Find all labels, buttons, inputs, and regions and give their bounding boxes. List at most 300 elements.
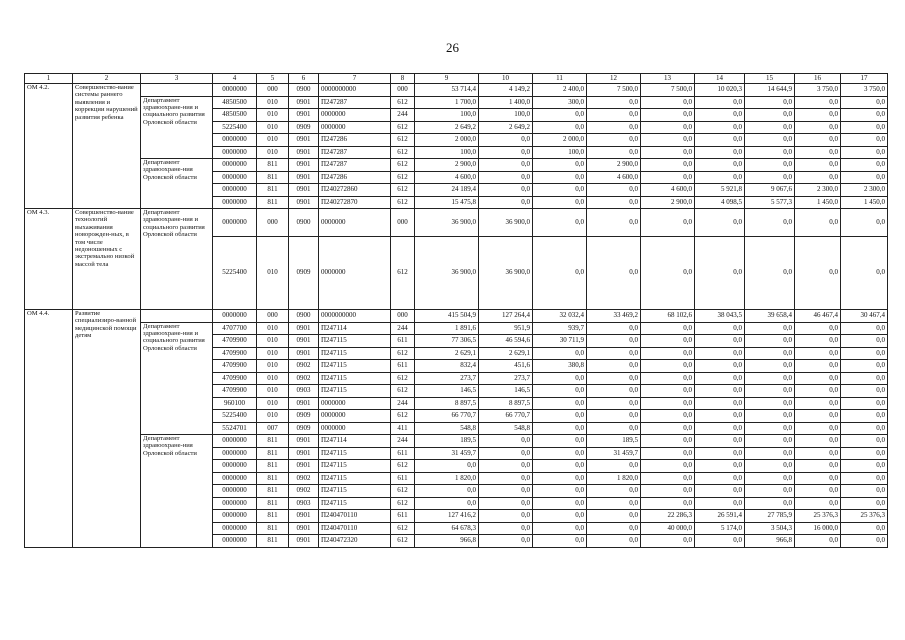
table-cell: 66 770,7 [479,410,533,423]
table-cell: 0901 [289,522,319,535]
table-cell: 811 [257,435,289,448]
table-cell: 0900 [289,209,319,237]
table-cell: 0,0 [533,535,587,548]
table-cell: 0,0 [745,385,795,398]
table-cell: 30 467,4 [841,310,888,323]
table-cell: 0,0 [641,237,695,310]
table-cell: 4709900 [213,360,257,373]
table-cell: 0,0 [841,347,888,360]
table-cell: 000 [391,209,415,237]
table-cell: П240272860 [319,184,391,197]
table-cell: 0,0 [641,447,695,460]
table-cell: 0901 [289,184,319,197]
table-cell: 0,0 [745,472,795,485]
table-cell: 0,0 [641,497,695,510]
table-cell: 0901 [289,447,319,460]
table-cell: 0,0 [533,447,587,460]
table-cell: 0,0 [795,397,841,410]
table-cell: 0,0 [587,335,641,348]
table-cell: 0,0 [745,171,795,184]
table-cell: 0,0 [587,485,641,498]
table-cell: 811 [257,196,289,209]
table-cell: 0,0 [587,237,641,310]
department-cell: Департамент здравоохране-ния и социального развития Орловской области [141,209,213,310]
table-cell: 0,0 [533,472,587,485]
table-cell: 811 [257,522,289,535]
table-cell: 811 [257,171,289,184]
table-cell: 0,0 [587,322,641,335]
table-cell: 0,0 [795,460,841,473]
table-cell: 0000000 [213,460,257,473]
table-cell: 0,0 [587,510,641,523]
table-cell: 0,0 [533,372,587,385]
table-cell: 0903 [289,497,319,510]
table-cell: 0000000 [319,422,391,435]
table-cell: 0,0 [479,171,533,184]
table-cell: 0,0 [745,422,795,435]
table-cell: 0,0 [795,96,841,109]
table-cell: 68 102,6 [641,310,695,323]
table-cell: 0,0 [533,237,587,310]
header-cell: 17 [841,74,888,84]
table-cell: 0,0 [533,435,587,448]
table-cell: 0,0 [533,196,587,209]
table-cell: 0,0 [795,134,841,147]
table-cell: П240272870 [319,196,391,209]
table-cell: 0,0 [841,460,888,473]
table-cell: 612 [391,134,415,147]
table-cell: 0,0 [795,435,841,448]
table-cell: 966,8 [745,535,795,548]
table-cell: 0901 [289,96,319,109]
table-cell: 0,0 [841,485,888,498]
table-cell: 4709900 [213,385,257,398]
table-cell: 2 629,1 [415,347,479,360]
header-cell: 8 [391,74,415,84]
table-cell: 0,0 [841,360,888,373]
table-cell: 0901 [289,322,319,335]
table-cell: 0000000 [213,472,257,485]
table-cell: 31 459,7 [415,447,479,460]
table-cell: 4707700 [213,322,257,335]
table-cell: 4850500 [213,96,257,109]
table-cell: П240472320 [319,535,391,548]
table-cell: 0,0 [695,347,745,360]
table-cell: 0,0 [841,237,888,310]
table-cell: 010 [257,96,289,109]
table-cell: 0,0 [745,121,795,134]
table-cell: 010 [257,121,289,134]
table-cell: 0,0 [695,372,745,385]
table-cell: 0,0 [841,435,888,448]
table-cell: 0,0 [533,121,587,134]
table-cell: 0,0 [587,422,641,435]
table-cell: 548,8 [415,422,479,435]
table-cell: 0000000 [319,209,391,237]
table-cell: 0909 [289,422,319,435]
table-cell: 4 600,0 [587,171,641,184]
table-cell: П247115 [319,497,391,510]
table-cell: 3 504,3 [745,522,795,535]
table-cell: 2 300,0 [795,184,841,197]
table-cell: 960100 [213,397,257,410]
table-cell: 0,0 [795,347,841,360]
table-cell: 0,0 [641,372,695,385]
table-cell: 010 [257,385,289,398]
table-cell: П247286 [319,171,391,184]
table-cell: 100,0 [479,109,533,122]
table-cell: 0,0 [587,109,641,122]
section-id: ОМ 4.3. [25,209,73,310]
header-cell: 13 [641,74,695,84]
table-cell: 612 [391,159,415,172]
table-cell: 1 820,0 [415,472,479,485]
table-cell: 7 500,0 [587,84,641,97]
table-cell: 0,0 [841,121,888,134]
table-cell: 0,0 [695,422,745,435]
table-cell: 0,0 [479,146,533,159]
table-cell: 0000000 [213,435,257,448]
table-cell: 0,0 [479,510,533,523]
header-cell: 4 [213,74,257,84]
table-cell: 40 000,0 [641,522,695,535]
budget-table [24,73,888,548]
table-cell: 66 770,7 [415,410,479,423]
table-cell: 612 [391,460,415,473]
table-cell: 0,0 [641,435,695,448]
table-cell: 0,0 [587,121,641,134]
table-cell: 951,9 [479,322,533,335]
table-cell: 612 [391,372,415,385]
table-cell: 100,0 [415,146,479,159]
table-cell: 0,0 [641,146,695,159]
table-cell: 0000000 [213,171,257,184]
table-cell: 0,0 [587,397,641,410]
table-cell: 0,0 [695,360,745,373]
table-cell: 0,0 [533,460,587,473]
table-cell: 612 [391,171,415,184]
table-cell: 0,0 [795,121,841,134]
table-cell: 0,0 [533,510,587,523]
table-cell: 0000000 [213,510,257,523]
table-cell: 0,0 [641,460,695,473]
table-cell: 0,0 [479,460,533,473]
table-cell: 0903 [289,385,319,398]
table-cell: 0901 [289,435,319,448]
table-cell: П247115 [319,372,391,385]
table-cell: 0,0 [695,209,745,237]
table-cell: 0,0 [745,397,795,410]
table-cell: 0000000 [213,184,257,197]
table-cell: 010 [257,109,289,122]
table-cell: 2 300,0 [841,184,888,197]
table-cell: 5225400 [213,237,257,310]
table-cell: 189,5 [587,435,641,448]
table-cell: 0,0 [841,472,888,485]
table-cell: 0,0 [479,184,533,197]
table-cell: 0,0 [695,485,745,498]
table-cell: 0,0 [479,159,533,172]
table-cell: 0,0 [479,447,533,460]
table-cell: 612 [391,385,415,398]
table-cell: 0,0 [841,146,888,159]
table-cell: 0,0 [795,410,841,423]
table-cell: 2 400,0 [533,84,587,97]
table-cell: 0000000 [213,84,257,97]
table-cell: П247115 [319,360,391,373]
table-cell: 612 [391,96,415,109]
table-cell: 611 [391,360,415,373]
header-cell: 15 [745,74,795,84]
table-cell: 0,0 [479,497,533,510]
table-cell: П247115 [319,335,391,348]
table-cell: 612 [391,535,415,548]
table-cell: 0,0 [695,96,745,109]
table-cell: П247115 [319,447,391,460]
table-cell: 0,0 [479,435,533,448]
table-cell: 2 900,0 [415,159,479,172]
table-cell: 0,0 [587,196,641,209]
department-cell: Департамент здравоохране-ния и социального развития Орловской области [141,96,213,159]
table-cell: 0,0 [641,472,695,485]
table-cell: 0,0 [641,109,695,122]
table-cell: 010 [257,237,289,310]
table-cell: 0902 [289,485,319,498]
table-cell: 0,0 [841,372,888,385]
header-cell: 6 [289,74,319,84]
table-cell: 0,0 [695,109,745,122]
table-cell: П247287 [319,159,391,172]
table-cell: 611 [391,335,415,348]
table-cell: 0000000 [319,410,391,423]
table-cell: 0,0 [695,121,745,134]
table-cell: 0,0 [641,335,695,348]
table-cell: 0,0 [533,109,587,122]
table-cell: 0,0 [695,410,745,423]
table-row-total [25,209,888,237]
table-cell: 36 900,0 [415,237,479,310]
table-cell: 811 [257,159,289,172]
table-cell: 46 467,4 [795,310,841,323]
table-cell: 1 820,0 [587,472,641,485]
table-cell: 0000000 [213,196,257,209]
table-cell: 0,0 [745,485,795,498]
table-row [25,159,888,172]
table-cell: 0,0 [533,410,587,423]
table-cell: 0,0 [745,209,795,237]
table-cell: 0901 [289,510,319,523]
header-row [25,74,888,84]
table-cell: 0,0 [587,522,641,535]
table-cell: 000 [391,84,415,97]
table-cell: 612 [391,237,415,310]
section-id: ОМ 4.2. [25,84,73,209]
table-cell: 0,0 [587,347,641,360]
table-cell: 146,5 [479,385,533,398]
table-cell: 127 264,4 [479,310,533,323]
table-cell: 0,0 [533,159,587,172]
table-cell: 0,0 [841,422,888,435]
table-row [25,96,888,109]
table-cell: 39 658,4 [745,310,795,323]
table-cell: 0,0 [695,322,745,335]
table-cell: 0,0 [587,385,641,398]
table-cell: 000 [257,310,289,323]
table-cell: 0,0 [841,335,888,348]
table-cell: 2 649,2 [415,121,479,134]
table-cell: 415 504,9 [415,310,479,323]
table-cell: 36 900,0 [479,209,533,237]
table-cell: 010 [257,322,289,335]
header-cell: 10 [479,74,533,84]
table-cell: 000 [391,310,415,323]
table-cell: 0,0 [533,385,587,398]
table-cell: 0909 [289,121,319,134]
table-cell: 380,8 [533,360,587,373]
table-cell: 0901 [289,335,319,348]
table-cell: 0,0 [745,159,795,172]
table-cell: 0,0 [695,335,745,348]
table-cell: 612 [391,347,415,360]
table-cell: 0,0 [587,134,641,147]
table-cell: 4 098,5 [695,196,745,209]
table-cell: 26 591,4 [695,510,745,523]
table-cell: 811 [257,535,289,548]
table-cell: П240470110 [319,522,391,535]
table-cell: 3 750,0 [841,84,888,97]
table-cell: 3 750,0 [795,84,841,97]
table-cell: 8 897,5 [415,397,479,410]
table-cell: 010 [257,360,289,373]
table-cell: 0,0 [641,385,695,398]
table-cell: 0,0 [641,485,695,498]
table-cell: 0,0 [795,360,841,373]
table-cell: 612 [391,485,415,498]
table-cell: 64 678,3 [415,522,479,535]
table-cell: 4709900 [213,347,257,360]
table-cell: 146,5 [415,385,479,398]
table-cell: 0,0 [479,134,533,147]
table-cell: 411 [391,422,415,435]
table-cell: 0,0 [695,497,745,510]
table-cell: 010 [257,146,289,159]
table-cell: 010 [257,372,289,385]
header-cell: 1 [25,74,73,84]
table-cell: П247115 [319,460,391,473]
table-cell: 244 [391,322,415,335]
table-cell: 0900 [289,84,319,97]
table-cell: 0,0 [795,237,841,310]
table-cell: 0901 [289,460,319,473]
table-cell: 0,0 [795,209,841,237]
table-cell: 100,0 [533,146,587,159]
table-cell: 16 000,0 [795,522,841,535]
table-cell: 0,0 [841,171,888,184]
table-cell: 0,0 [795,535,841,548]
table-cell: 0901 [289,347,319,360]
table-cell: 811 [257,485,289,498]
table-cell: 1 891,6 [415,322,479,335]
table-cell: 0,0 [745,460,795,473]
table-cell: 0,0 [745,360,795,373]
table-cell: 0909 [289,410,319,423]
table-cell: 38 043,5 [695,310,745,323]
table-cell: 0,0 [795,335,841,348]
empty-cell [141,310,213,323]
table-cell: 5 921,8 [695,184,745,197]
table-cell: 32 032,4 [533,310,587,323]
table-cell: 612 [391,184,415,197]
table-cell: 0,0 [841,410,888,423]
table-cell: 53 714,4 [415,84,479,97]
table-cell: 0,0 [795,146,841,159]
table-cell: 0,0 [533,171,587,184]
table-cell: 0,0 [533,485,587,498]
table-cell: 0,0 [415,485,479,498]
table-cell: 611 [391,472,415,485]
table-cell: 0,0 [587,146,641,159]
table-cell: 0,0 [695,535,745,548]
table-row-total [25,310,888,323]
table-cell: 1 400,0 [479,96,533,109]
table-cell: 0,0 [695,435,745,448]
table-cell: 0,0 [841,209,888,237]
table-cell: 0,0 [745,109,795,122]
table-cell: 0,0 [795,159,841,172]
table-cell: 0,0 [587,372,641,385]
section-id: ОМ 4.4. [25,310,73,548]
table-cell: 611 [391,447,415,460]
table-cell: 0,0 [533,422,587,435]
table-cell: 0,0 [641,121,695,134]
table-cell: П247114 [319,322,391,335]
table-cell: 33 469,2 [587,310,641,323]
table-cell: 010 [257,335,289,348]
table-cell: 0,0 [841,397,888,410]
table-cell: 0,0 [641,422,695,435]
table-cell: 0,0 [695,397,745,410]
table-cell: 22 286,3 [641,510,695,523]
table-cell: 0,0 [841,109,888,122]
table-cell: 77 306,5 [415,335,479,348]
table-cell: 0000000 [213,159,257,172]
table-cell: 0,0 [695,134,745,147]
table-cell: 811 [257,447,289,460]
table-cell: П247286 [319,134,391,147]
table-cell: П247115 [319,472,391,485]
table-cell: 966,8 [415,535,479,548]
table-cell: 612 [391,497,415,510]
table-cell: 0901 [289,109,319,122]
table-cell: 0901 [289,159,319,172]
table-cell: 0,0 [795,109,841,122]
table-cell: 0,0 [587,497,641,510]
header-cell: 3 [141,74,213,84]
table-cell: 127 416,2 [415,510,479,523]
table-cell: 0,0 [587,184,641,197]
table-cell: 0,0 [841,96,888,109]
table-cell: 612 [391,410,415,423]
table-cell: 0,0 [587,96,641,109]
header-cell: 16 [795,74,841,84]
table-row [25,322,888,335]
table-cell: 0,0 [795,385,841,398]
table-cell: 0,0 [533,497,587,510]
table-cell: 7 500,0 [641,84,695,97]
table-cell: 0,0 [745,146,795,159]
table-cell: 0,0 [587,410,641,423]
table-cell: 0,0 [533,184,587,197]
